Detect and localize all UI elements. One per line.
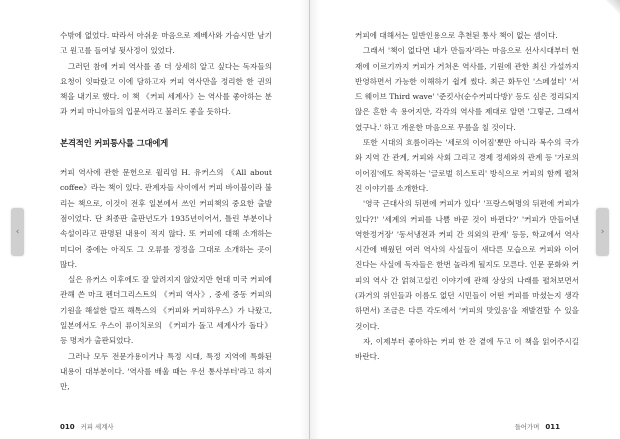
paragraph: 그러던 참에 커피 역사를 좀 더 상세히 알고 싶다는 독자들의 요청이 잇따랐고 이에 담하고자 커피 역사만을 정리한 한 권의 책을 내기로 했다. 이 책 《커피 세계사》는 역사를 좋아하는 분과 커피 마니아들의 입문서라고 불러도 좋을 듯하다. (60, 61, 272, 117)
paragraph: 수밖에 없었다. 따라서 아쉬운 마음으로 제베사와 가슴시만 남기고 원고를 들여넣 뒷사정이 있었다. (60, 31, 272, 56)
right-page-footer (511, 422, 560, 431)
left-page-footer (60, 422, 118, 431)
paragraph: 커피 역사에 관한 문헌으로 윌리엄 H. 유커스의 《All about coffee》라는 책이 있다. 관계자들 사이에서 커피 바이블이라 불리는 책으로, 이것이 전후 일본에서 쓰인 커피책의 중요한 출발점이었다. 단 최종판 출판년도가 1935년이어서, 틀린 부분이나 속설이라고 판명된 내용이 적지 않다. 또 커피에 대해 소개하는 미디어 중에는 아직도 그 오류를 정정을 그대로 소개하는 곳이 많다. (60, 168, 272, 269)
running-title: 들어가며 (514, 423, 540, 431)
section-heading: 본격적인 커피통사를 그대에게 (60, 137, 169, 148)
running-title: 커피 세계사 (80, 423, 114, 431)
chevron-left-icon: ‹ (15, 227, 20, 237)
chevron-right-icon: › (600, 227, 605, 237)
paragraph: '영국 근대사의 뒤편에 커피가 있다' '프랑스혁명의 뒤편에 커피가 있다?!' '세계의 커피를 나쁨 바꾼 것이 바뀐다?' '커피가 만들어낸 역한정거장' '동서냉전과 커피 간 의외의 관계' 등등, 학교에서 역사 시간에 배웠던 여러 역사의 사실들이 새다른 모습으로 커피와 이어진다는 사실에 독자들은 한번 놀라게 될지도 모른다. 인문 문화와 커피의 역사 간 얽혀고설킨 이야기에 관해 상상의 나래를 펼쳐보면서(과거의 위인들과 이름도 없던 시민들이 어떤 커피를 마셨는지 생각하면서) 조금은 다른 각도에서 '커피의 맛있음'을 재발견할 수 있을 것이다. (355, 199, 579, 331)
paragraph: 또한 시대의 흐름이라는 '세로의 이어짐'뿐만 아니라 복수의 국가와 지역 간 관계, 커피와 사회 그리고 경제 정세와의 관계 등 '가로의 이어짐'에도 착목하는 '글로벌 히스토리' 방식으로 커피의 함께 펼쳐진 이야기를 소개한다. (355, 138, 579, 193)
previous-page-button[interactable] (11, 208, 24, 256)
paragraph: 그래서 '책이 없다면 내가 만들자'라는 마음으로 선사시대부터 현재에 이르기까지 커피가 거쳐온 역사를, 기원에 관한 최신 가설까지 반영하면서 가능한 이해하기 쉽게 썼다. 최근 화두인 '스페셜티' '서드 웨이브 Third wave' '준킷사(순수커피다방)' 등도 심은 정리되지 않은 흔한 속 용어지만, 각각의 역사를 제대로 알면 '그렇군, 그래서였구나.' 하고 개운한 마음으로 무릎을 칠 것이다. (355, 46, 579, 132)
page-number: 011 (545, 423, 560, 431)
right-page-text (355, 28, 579, 365)
page-curl (606, 0, 620, 14)
next-page-button[interactable] (596, 208, 609, 256)
paragraph: 자, 이제부터 좋아하는 커피 한 잔 곁에 두고 이 책을 읽어주시길 바란다. (355, 336, 579, 362)
paragraph: 커피에 대해서는 일반인용으로 추천된 통사 책이 없는 셈이다. (355, 31, 558, 40)
left-page-text (60, 28, 272, 395)
paragraph: 그러나 모두 전문가용이거나 특정 시대, 특정 지역에 특화된 내용이 대부분이다. '역사를 배울 때는 우선 통사부터'라고 하지만, (60, 351, 272, 392)
page-number: 010 (60, 423, 75, 431)
right-page (310, 0, 620, 439)
paragraph: 실은 유커스 이후에도 잘 알려지지 않았지만 현대 미국 커피에 관해 쓴 마크 펜더그리스트의 《커피 역사》, 중세 중동 커피의 기원을 해설한 랄프 해톡스의 《커피와 커피하우스》가 나왔고, 일본에서도 우스이 류이치로의 《커피가 돌고 세계사가 돌다》등 명저가 출판되었다. (60, 275, 272, 346)
